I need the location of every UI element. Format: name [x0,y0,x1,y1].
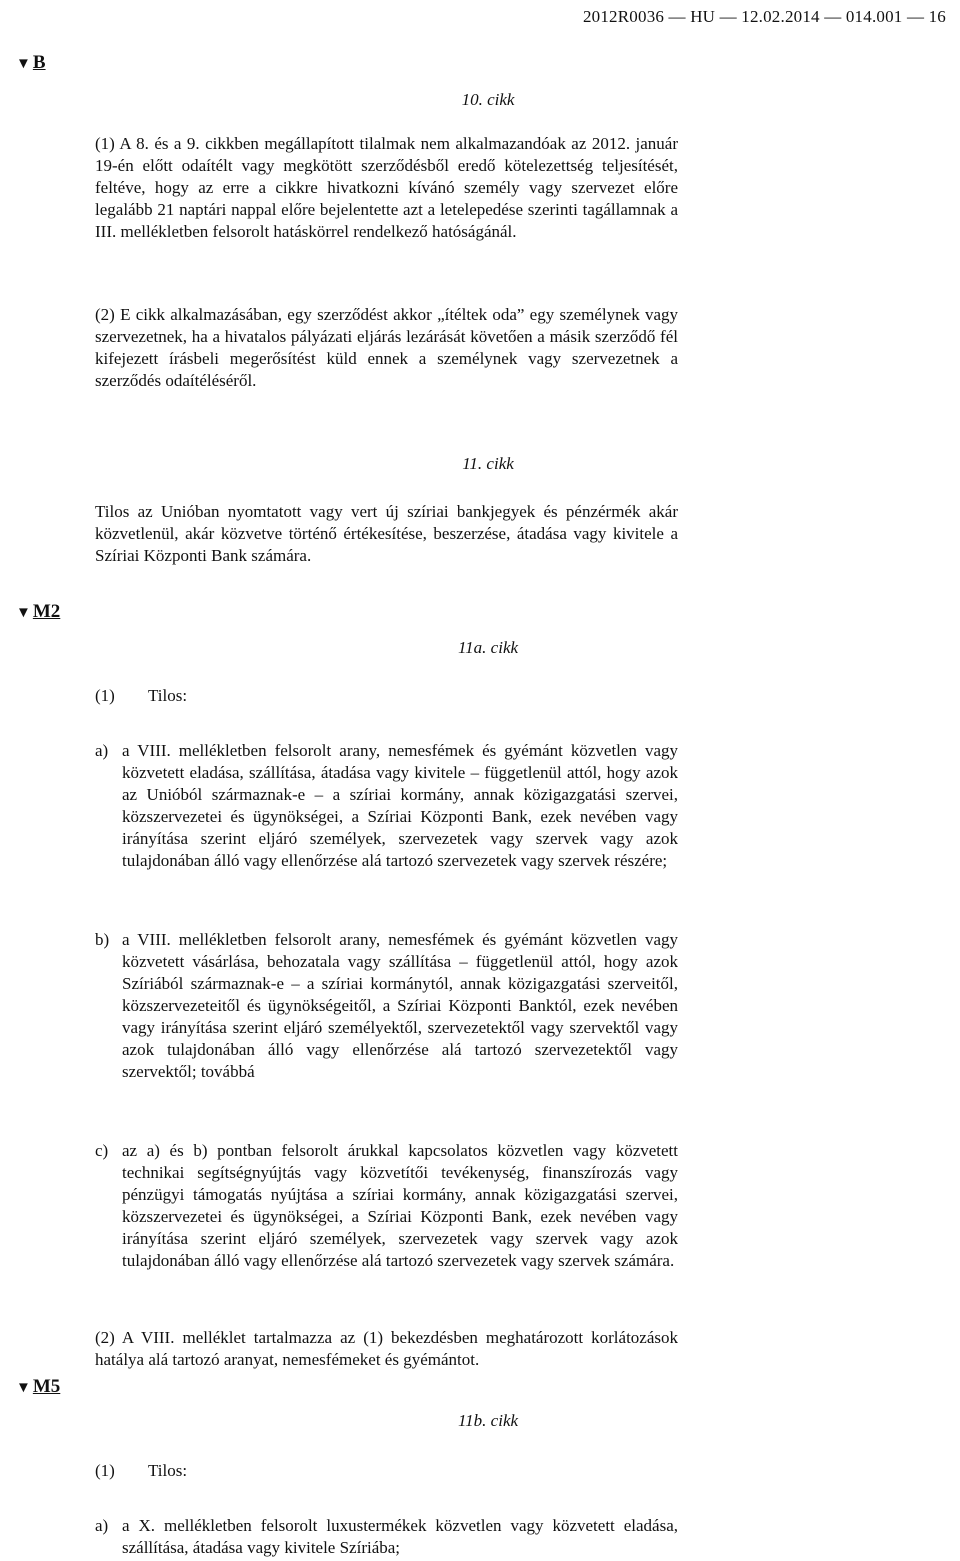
article-11-title: 11. cikk [462,454,514,473]
article-11b-point-a [95,1515,678,1559]
marker-code: M5 [32,1376,61,1397]
article-11a-paragraph-2: (2) A VIII. melléklet tartalmazza az (1) bekezdésben meghatározott korlátozások hatálya alá tartozó aranyat, nemesfémeket és gyémántot. [95,1328,678,1369]
paragraph-number: (1) [95,686,115,705]
paragraph-number: (1) [95,1461,115,1480]
triangle-down-icon: ▼ [16,1380,31,1396]
article-10-paragraph-2: (2) E cikk alkalmazásában, egy szerződést akkor „ítéltek oda” egy személynek vagy szervezetnek, ha a hivatalos pályázati eljárás lezárását követően a másik szerződő fél kifejezett írásbeli megerősítést küld ennek a személynek vagy szervezetnek a szerződés odaítéléséről. [95,305,678,390]
article-11a-point-a [95,740,678,872]
article-10-title: 10. cikk [461,90,515,109]
point-text: a VIII. mellékletben felsorolt arany, nemesfémek és gyémánt közvetlen vagy közvetett eladása, szállítása, átadása vagy kivitele – függetlenül attól, hogy azok az Unióból származnak-e – a szíriai kormány, annak közigazgatási szervei, közszervezetei és ügynökségei, a Szíriai Központi Bank, ezek nevében vagy irányítása szerint eljáró személyek, szervezetek vagy szervek vagy azok tulajdonában álló vagy ellenőrzése alá tartozó szervezetek vagy szervek részére; [122,741,678,870]
triangle-down-icon: ▼ [16,605,31,621]
intro-text: Tilos: [148,686,188,705]
triangle-down-icon: ▼ [16,56,31,72]
page-header: 2012R0036 — HU — 12.02.2014 — 014.001 — 16 [582,7,946,26]
point-label: a) [95,741,109,760]
article-11a-title: 11a. cikk [457,638,519,657]
point-label: b) [95,930,110,949]
point-text: az a) és b) pontban felsorolt árukkal kapcsolatos közvetlen vagy közvetett technikai segítségnyújtás vagy közvetítői tevékenység, finanszírozás vagy pénzügyi támogatás nyújtása a szíriai kormány, annak közigazgatási szervei, közszervezetei és ügynökségei, a Szíriai Központi Bank, ezek nevében vagy irányítása szerint eljáró személyek, szervezetek vagy szervek vagy azok tulajdonában álló vagy ellenőrzése alá tartozó szervezetek vagy szervek számára. [122,1141,678,1270]
article-10-paragraph-1: (1) A 8. és a 9. cikkben megállapított tilalmak nem alkalmazandóak az 2012. január 19-én előtt odaítélt vagy megkötött szerződésből eredő kötelezettség teljesítését, feltéve, hogy az erre a cikkre hivatkozni kívánó személy vagy szervezet előre legalább 21 naptári nappal előre bejelentette azt a letelepedése szerinti tagállamnak a III. mellékletben felsorolt hatáskörrel rendelkező hatóságánál. [95,134,678,241]
point-text: a X. mellékletben felsorolt luxustermékek közvetlen vagy közvetett eladása, szállítása, átadása vagy kivitele Szíriába; [122,1516,678,1557]
amendment-marker-m5 [16,1376,60,1399]
amendment-marker-m2 [16,601,60,624]
article-11a-intro [95,685,187,707]
point-label: c) [95,1141,109,1160]
marker-code: B [32,52,46,73]
point-label: a) [95,1516,109,1535]
intro-text: Tilos: [148,1461,188,1480]
article-11b-title: 11b. cikk [457,1411,519,1430]
amendment-marker-b [16,52,46,75]
article-11b-intro [95,1460,187,1482]
article-11a-point-b [95,929,678,1083]
point-text: a VIII. mellékletben felsorolt arany, nemesfémek és gyémánt közvetlen vagy közvetett vásárlása, behozatala vagy szállítása – függetlenül attól, hogy azok Szíriából származnak-e – a szíriai kormánytól, annak közigazgatási szerveitől, közszervezeteitől és ügynökségeitől, a Szíriai Központi Banktól, ezek nevében vagy irányítása szerint eljáró személyektől, szervezetektől vagy szervektől vagy azok tulajdonában álló vagy ellenőrzése alá tartozó szervezetektől vagy szervektől; továbbá [122,930,678,1081]
article-11-paragraph: Tilos az Unióban nyomtatott vagy vert új szíriai bankjegyek és pénzérmék akár közvetlenül, akár közvetve történő értékesítése, beszerzése, átadása vagy kivitele a Szíriai Központi Bank számára. [95,502,678,565]
article-11a-point-c [95,1140,678,1272]
marker-code: M2 [32,601,61,622]
